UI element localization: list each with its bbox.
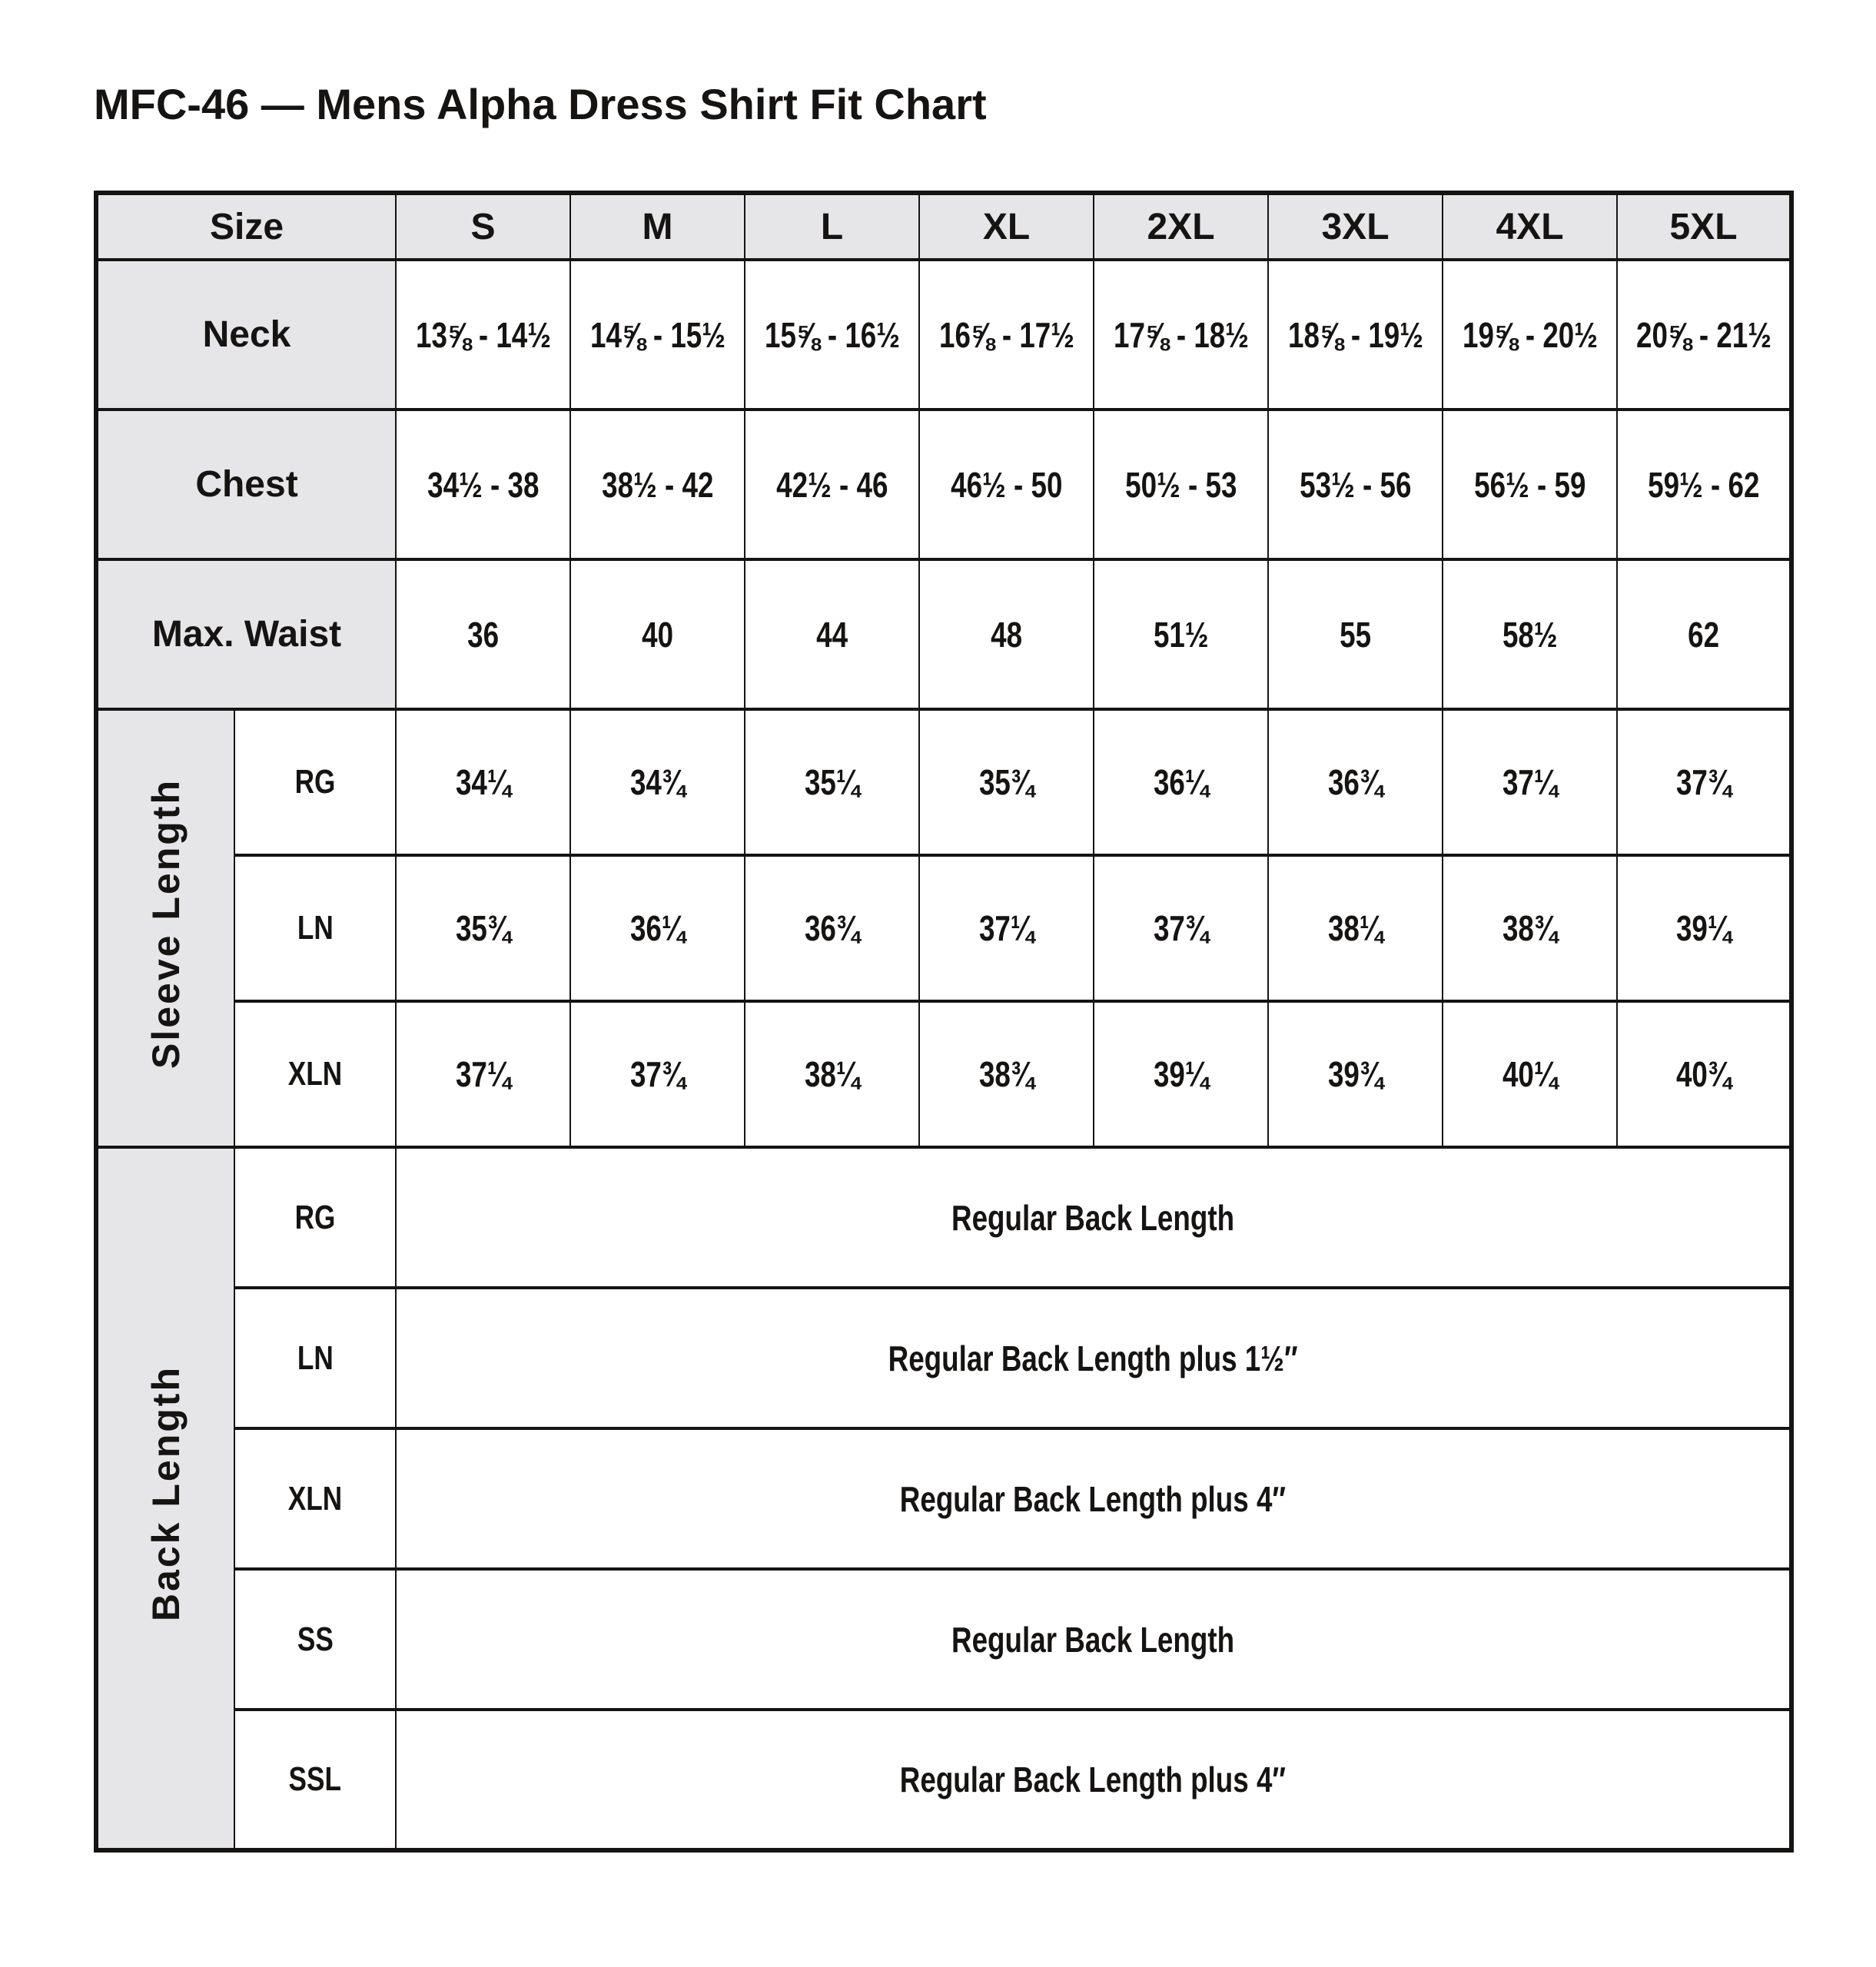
sleeve-ln-row [96, 855, 1791, 1001]
waist-value-cell [1094, 559, 1268, 709]
back-length-label-text: Back Length [144, 1365, 188, 1622]
cell-value: 39¼ [1153, 1054, 1209, 1094]
page-title: MFC-46 — Mens Alpha Dress Shirt Fit Chart [94, 80, 987, 128]
cell-value: 37¾ [629, 1054, 686, 1094]
cell-value: 40¾ [1675, 1054, 1732, 1094]
chest-value-cell [396, 410, 570, 559]
row-label-cell: Max. Waist [96, 559, 396, 709]
sub-label-text: RG [294, 1198, 336, 1236]
waist-value-cell [570, 559, 745, 709]
cell-value: 37¼ [455, 1054, 511, 1094]
sub-label-cell [234, 709, 396, 855]
sleeve-value-cell [1617, 1001, 1791, 1147]
neck-value-cell [1617, 260, 1791, 410]
cell-value: 35¾ [455, 908, 511, 948]
cell-value: 39¾ [1327, 1054, 1383, 1094]
cell-value: 37¼ [978, 908, 1034, 948]
sleeve-value-cell [745, 709, 919, 855]
sleeve-value-cell [396, 1001, 570, 1147]
chest-row [96, 410, 1791, 559]
sleeve-value-cell [570, 855, 745, 1001]
sleeve-value-cell [1443, 855, 1617, 1001]
sub-label-text: SS [297, 1620, 334, 1658]
back-length-text-cell [396, 1428, 1791, 1569]
cell-value: 20⅝ - 21½ [1635, 314, 1771, 355]
cell-value: 17⅝ - 18½ [1113, 314, 1249, 355]
cell-value: 36¼ [1153, 762, 1209, 802]
sleeve-value-cell [1094, 1001, 1268, 1147]
sleeve-value-cell [745, 855, 919, 1001]
cell-value: 51½ [1153, 614, 1209, 655]
cell-value: 50½ - 53 [1124, 464, 1237, 505]
sleeve-value-cell [1094, 855, 1268, 1001]
cell-value: 14⅝ - 15½ [589, 314, 725, 355]
cell-value: 59½ - 62 [1647, 464, 1760, 505]
cell-value: 56½ - 59 [1473, 464, 1586, 505]
waist-value-cell [919, 559, 1094, 709]
sleeve-value-cell [396, 709, 570, 855]
cell-value: Regular Back Length [951, 1197, 1235, 1238]
sub-label-text: XLN [287, 1055, 343, 1093]
cell-value: 13⅝ - 14½ [415, 314, 551, 355]
cell-value: 46½ - 50 [950, 464, 1063, 505]
sleeve-value-cell [919, 855, 1094, 1001]
size-col-header: 3XL [1268, 193, 1443, 260]
chest-value-cell [1268, 410, 1443, 559]
cell-value: 36¾ [1327, 762, 1383, 802]
neck-value-cell [570, 260, 745, 410]
neck-value-cell [919, 260, 1094, 410]
sleeve-value-cell [1094, 709, 1268, 855]
sleeve-value-cell [396, 855, 570, 1001]
waist-value-cell [396, 559, 570, 709]
back-length-section-label [96, 1147, 234, 1850]
sleeve-value-cell [1617, 709, 1791, 855]
back-length-text-cell [396, 1569, 1791, 1710]
cell-value: 36¼ [629, 908, 686, 948]
size-col-header: 2XL [1094, 193, 1268, 260]
row-label-cell: Neck [96, 260, 396, 410]
size-col-header: M [570, 193, 745, 260]
cell-value: 38¾ [978, 1054, 1034, 1094]
cell-value: 58½ [1502, 614, 1558, 655]
fit-chart-table [94, 191, 1794, 1853]
sleeve-value-cell [745, 1001, 919, 1147]
chest-value-cell [570, 410, 745, 559]
cell-value: 36 [467, 614, 499, 655]
size-col-header: 5XL [1617, 193, 1791, 260]
cell-value: 37¼ [1502, 762, 1558, 802]
waist-value-cell [1443, 559, 1617, 709]
neck-value-cell [1094, 260, 1268, 410]
sleeve-length-label-text: Sleeve Length [144, 778, 188, 1069]
cell-value: 19⅝ - 20½ [1462, 314, 1598, 355]
sleeve-value-cell [1268, 855, 1443, 1001]
sub-label-cell [234, 1147, 396, 1288]
sleeve-value-cell [1268, 709, 1443, 855]
cell-value: 34¼ [455, 762, 511, 802]
sleeve-xln-row [96, 1001, 1791, 1147]
sub-label-cell [234, 1288, 396, 1428]
cell-value: 62 [1688, 614, 1719, 655]
cell-value: 40¼ [1502, 1054, 1558, 1094]
sleeve-value-cell [1268, 1001, 1443, 1147]
sub-label-text: SSL [288, 1760, 342, 1798]
size-header-cell: Size [96, 193, 396, 260]
sleeve-value-cell [1443, 709, 1617, 855]
chest-value-cell [919, 410, 1094, 559]
sub-label-cell [234, 1001, 396, 1147]
back-ln-row [96, 1288, 1791, 1428]
waist-value-cell [745, 559, 919, 709]
waist-value-cell [1268, 559, 1443, 709]
cell-value: 38¼ [804, 1054, 860, 1094]
sub-label-text: RG [294, 763, 336, 801]
neck-value-cell [1443, 260, 1617, 410]
cell-value: 35¾ [978, 762, 1034, 802]
chest-value-cell [1617, 410, 1791, 559]
cell-value: Regular Back Length plus 1½″ [888, 1338, 1298, 1378]
sleeve-value-cell [570, 1001, 745, 1147]
sub-label-text: XLN [287, 1479, 343, 1518]
sleeve-value-cell [1617, 855, 1791, 1001]
cell-value: 38½ - 42 [601, 464, 714, 505]
cell-value: 40 [642, 614, 673, 655]
neck-value-cell [745, 260, 919, 410]
size-col-header: L [745, 193, 919, 260]
back-length-text-cell [396, 1710, 1791, 1850]
sub-label-cell [234, 1710, 396, 1850]
cell-value: 37¾ [1153, 908, 1209, 948]
cell-value: 39¼ [1675, 908, 1732, 948]
chest-value-cell [1443, 410, 1617, 559]
chest-value-cell [1094, 410, 1268, 559]
back-ss-row [96, 1569, 1791, 1710]
cell-value: 36¾ [804, 908, 860, 948]
neck-value-cell [1268, 260, 1443, 410]
sub-label-text: LN [297, 909, 334, 947]
cell-value: 55 [1340, 614, 1371, 655]
back-length-text-cell [396, 1288, 1791, 1428]
cell-value: 37¾ [1675, 762, 1732, 802]
cell-value: 48 [991, 614, 1022, 655]
cell-value: Regular Back Length plus 4″ [899, 1478, 1287, 1519]
sleeve-value-cell [919, 709, 1094, 855]
cell-value: 38¾ [1502, 908, 1558, 948]
sleeve-value-cell [1443, 1001, 1617, 1147]
back-xln-row [96, 1428, 1791, 1569]
cell-value: 16⅝ - 17½ [938, 314, 1074, 355]
sub-label-cell [234, 1428, 396, 1569]
sub-label-cell [234, 855, 396, 1001]
sleeve-value-cell [919, 1001, 1094, 1147]
sleeve-rg-row [96, 709, 1791, 855]
cell-value: 18⅝ - 19½ [1287, 314, 1423, 355]
sub-label-text: LN [297, 1338, 334, 1377]
size-col-header: 4XL [1443, 193, 1617, 260]
waist-value-cell [1617, 559, 1791, 709]
cell-value: 35¼ [804, 762, 860, 802]
cell-value: 42½ - 46 [775, 464, 888, 505]
header-row [96, 193, 1791, 260]
cell-value: Regular Back Length [951, 1619, 1235, 1660]
row-label-cell: Chest [96, 410, 396, 559]
cell-value: 53½ - 56 [1299, 464, 1412, 505]
back-ssl-row [96, 1710, 1791, 1850]
cell-value: Regular Back Length plus 4″ [899, 1760, 1287, 1799]
sub-label-cell [234, 1569, 396, 1710]
cell-value: 34¾ [629, 762, 686, 802]
back-length-text-cell [396, 1147, 1791, 1288]
size-col-header: XL [919, 193, 1094, 260]
cell-value: 15⅝ - 16½ [764, 314, 900, 355]
neck-value-cell [396, 260, 570, 410]
cell-value: 38¼ [1327, 908, 1383, 948]
cell-value: 34½ - 38 [427, 464, 540, 505]
back-rg-row [96, 1147, 1791, 1288]
size-col-header: S [396, 193, 570, 260]
sleeve-length-section-label [96, 709, 234, 1147]
cell-value: 44 [816, 614, 848, 655]
max-waist-row [96, 559, 1791, 709]
sleeve-value-cell [570, 709, 745, 855]
chest-value-cell [745, 410, 919, 559]
neck-row [96, 260, 1791, 410]
